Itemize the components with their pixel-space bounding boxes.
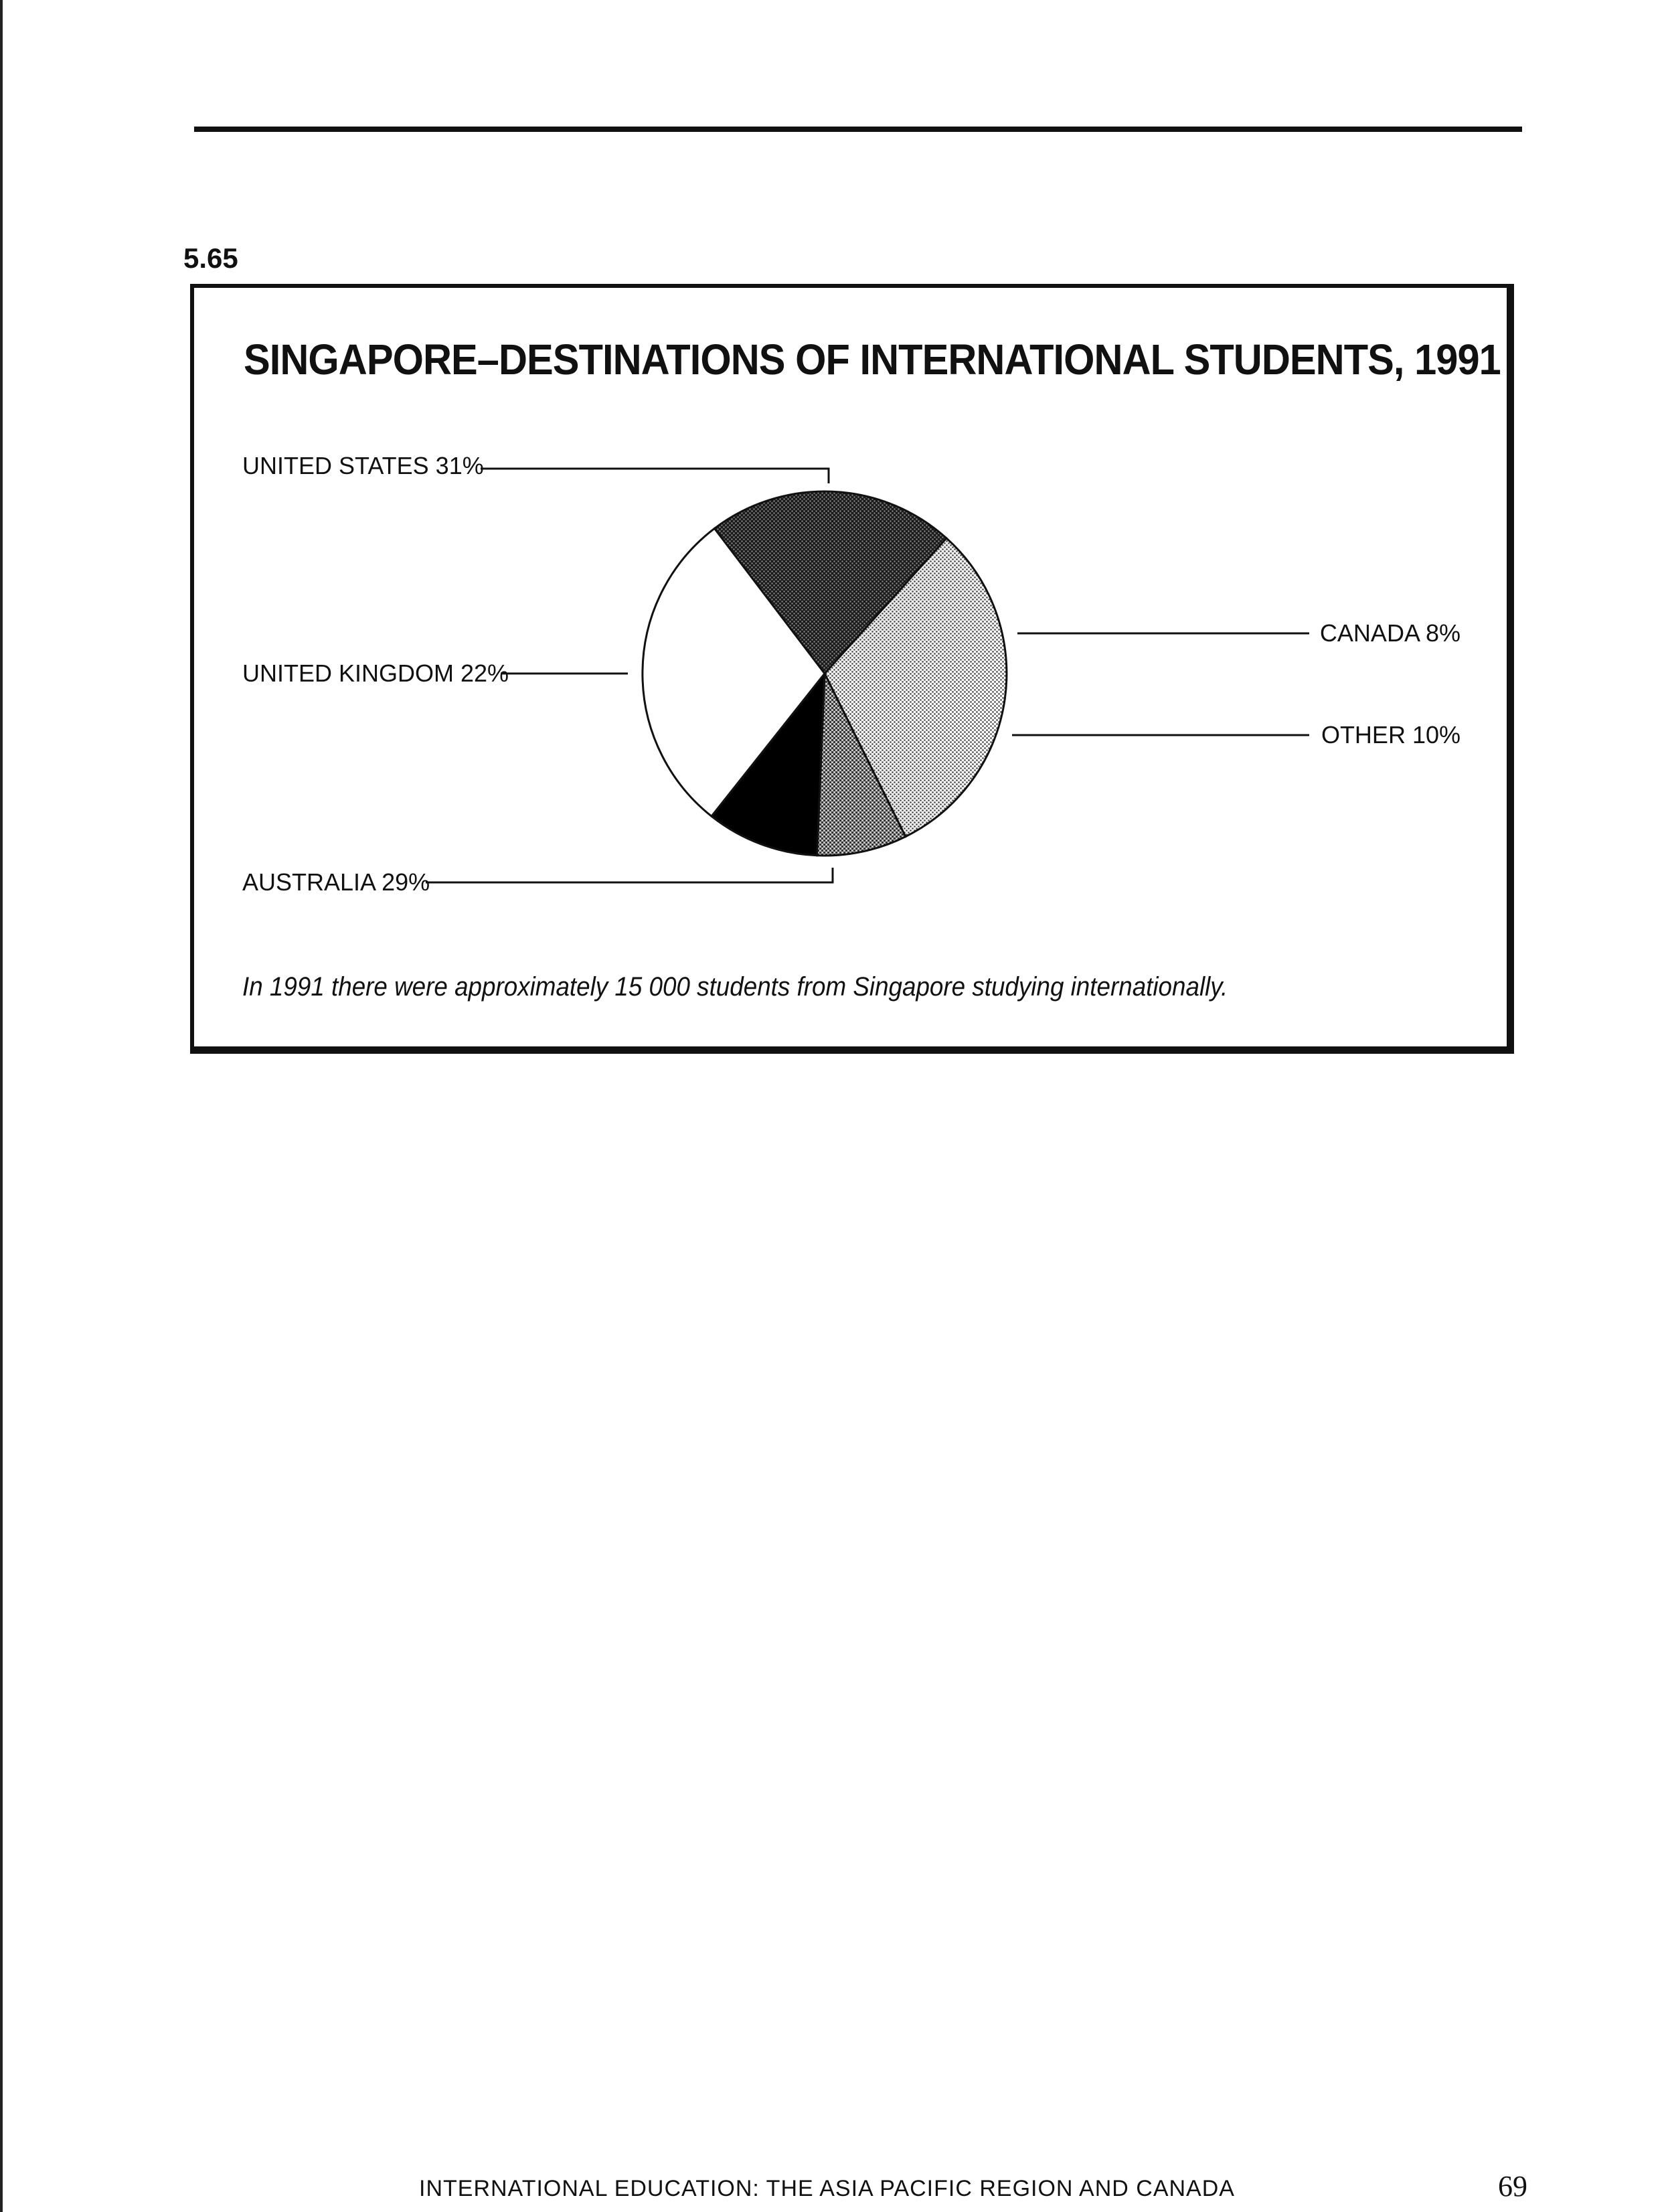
chart-title: SINGAPORE–DESTINATIONS OF INTERNATIONAL STUDENTS, 1991	[244, 335, 1501, 384]
slice-label-canada: CANADA 8%	[1319, 619, 1461, 647]
page-number: 69	[1498, 2170, 1527, 2203]
leader-line-australia	[426, 868, 833, 882]
slice-label-united-states: UNITED STATES 31%	[242, 452, 484, 479]
footer-title: INTERNATIONAL EDUCATION: THE ASIA PACIFIC REGION AND CANADA	[419, 2176, 1235, 2201]
slice-label-united-kingdom: UNITED KINGDOM 22%	[242, 659, 509, 687]
slice-label-australia: AUSTRALIA 29%	[242, 868, 430, 896]
slice-label-other: OTHER 10%	[1321, 721, 1461, 748]
leader-line-united-states	[481, 469, 829, 483]
chart-note: In 1991 there were approximately 15 000 students from Singapore studying internationally.	[242, 972, 1228, 1002]
figure-number: 5.65	[183, 242, 238, 274]
